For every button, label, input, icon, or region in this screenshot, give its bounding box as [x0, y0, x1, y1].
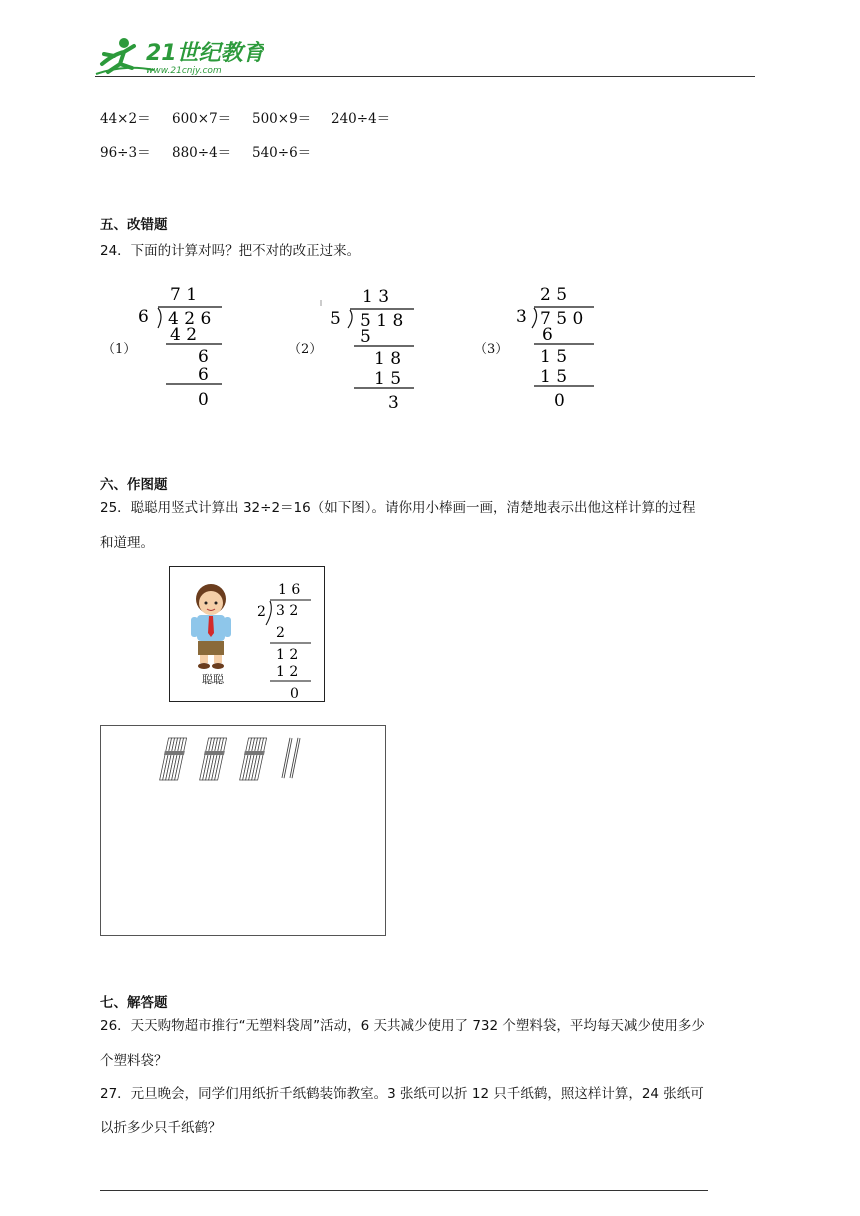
calc-item: 500×9＝: [252, 111, 312, 127]
single-stick-icon: [283, 738, 291, 778]
stick-bundle-icon: [239, 738, 268, 780]
boy-name: 聪聪: [202, 673, 224, 686]
divisor: 5: [330, 309, 341, 329]
dividend: 7 5 0: [540, 309, 584, 329]
remainder: 0: [198, 390, 209, 410]
sticks-illustration: [159, 734, 309, 784]
calc-item: 96÷3＝: [100, 145, 151, 161]
section-heading: 五、改错题: [100, 217, 168, 233]
step: 1 2: [276, 647, 299, 663]
section-heading: 七、解答题: [100, 995, 168, 1011]
question-26-line2: 个塑料袋？: [100, 1053, 168, 1069]
quotient: 7 1: [170, 285, 198, 305]
item-label: （1）: [102, 342, 137, 357]
calc-item: 540÷6＝: [252, 145, 312, 161]
question-24: 24．下面的计算对吗？把不对的改正过来。: [100, 243, 361, 259]
stick-bundle-icon: [159, 738, 188, 780]
divisor: 6: [138, 307, 149, 327]
example-figure: [169, 566, 325, 702]
question-25-line1: 25．聪聪用竖式计算出 32÷2＝16（如下图）。请你用小棒画一画，清楚地表示出他这样计算的过程: [100, 500, 696, 516]
question-27-line1: 27．元旦晚会，同学们用纸折千纸鹤装饰教室。3 张纸可以折 12 只千纸鹤，照这样计算，24 张纸可: [100, 1086, 704, 1102]
calc-item: 600×7＝: [172, 111, 232, 127]
single-stick-icon: [291, 738, 299, 778]
quotient: 1 6: [278, 582, 301, 598]
step: 1 2: [276, 664, 299, 680]
logo-url: www.21cnjy.com: [146, 66, 222, 76]
step: 6: [198, 347, 209, 367]
calc-item: 240÷4＝: [331, 111, 391, 127]
quotient: 1 3: [362, 287, 390, 307]
stick-bundle-icon: [199, 738, 228, 780]
long-division-3: [510, 282, 610, 412]
dividend: 3 2: [276, 603, 299, 619]
item-label: （2）: [288, 342, 323, 357]
dividend: 5 1 8: [360, 311, 404, 331]
divisor: 3: [516, 307, 527, 327]
long-division-2: [318, 282, 418, 412]
step: 2: [276, 625, 285, 641]
divisor: 2: [257, 604, 266, 620]
calc-item: 880÷4＝: [172, 145, 232, 161]
dividend: 4 2 6: [168, 309, 212, 329]
question-25-line2: 和道理。: [100, 535, 154, 551]
question-27-line2: 以折多少只千纸鹤？: [100, 1120, 222, 1136]
boy-illustration-icon: [186, 581, 236, 675]
remainder: 0: [554, 391, 565, 411]
step: 1 5: [374, 369, 402, 389]
drawing-area[interactable]: [100, 725, 386, 936]
quotient: 2 5: [540, 285, 568, 305]
site-logo: [94, 34, 264, 78]
step: 4 2: [170, 325, 198, 345]
remainder: 3: [388, 393, 399, 412]
long-division-1: [130, 282, 230, 412]
logo-text: 21世纪教育: [146, 41, 264, 66]
step: 1 8: [374, 349, 402, 369]
long-division-example: [254, 575, 324, 701]
step: 1 5: [540, 367, 568, 387]
item-label: （3）: [474, 342, 509, 357]
step: 6: [198, 365, 209, 385]
question-26-line1: 26．天天购物超市推行“无塑料袋周”活动，6 天共减少使用了 732 个塑料袋，平均每天减少使用多少: [100, 1018, 705, 1034]
header-divider: [95, 76, 755, 77]
step: 6: [542, 325, 553, 345]
footer-divider: [100, 1190, 708, 1191]
remainder: 0: [290, 686, 299, 701]
step: 5: [360, 327, 371, 347]
calc-item: 44×2＝: [100, 111, 151, 127]
step: 1 5: [540, 347, 568, 367]
section-heading: 六、作图题: [100, 477, 168, 493]
